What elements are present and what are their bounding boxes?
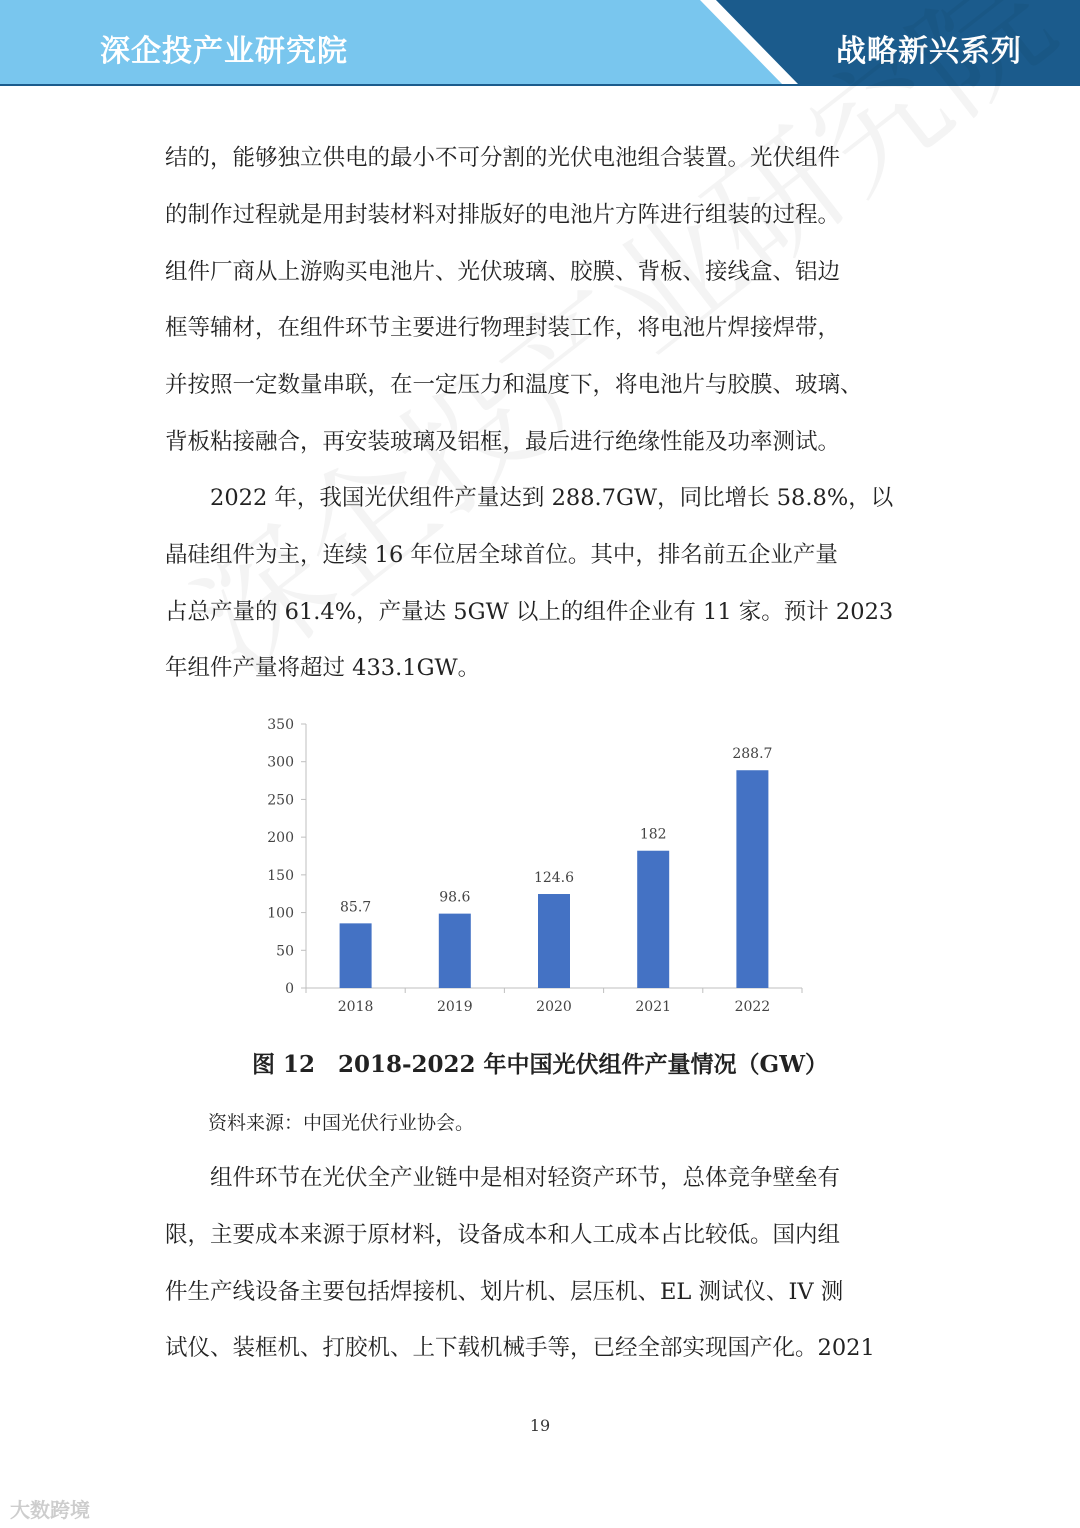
bar: [538, 894, 570, 988]
paragraph-line: 的制作过程就是用封装材料对排版好的电池片方阵进行组装的过程。: [165, 201, 841, 228]
x-tick-label: 2018: [337, 999, 374, 1015]
data-label: 98.6: [439, 889, 471, 906]
paragraph-line: 晶硅组件为主，连续 16 年位居全球首位。其中，排名前五企业产量: [165, 541, 838, 568]
y-tick-label: 100: [267, 905, 294, 922]
paragraph-2: [165, 470, 917, 697]
paragraph-line: 占总产量的 61.4%，产量达 5GW 以上的组件企业有 11 家。预计 2023: [165, 598, 894, 625]
figure-source: 资料来源：中国光伏行业协会。: [208, 1112, 475, 1134]
y-tick-label: 300: [267, 754, 294, 771]
paragraph-1: [165, 130, 917, 471]
x-tick-label: 2021: [635, 999, 672, 1015]
data-label: 85.7: [340, 899, 372, 916]
paragraph-line: 限，主要成本来源于原材料，设备成本和人工成本占比较低。国内组: [165, 1221, 841, 1248]
production-bar-chart: [250, 710, 830, 1030]
paragraph-line: 框等辅材，在组件环节主要进行物理封装工作，将电池片焊接焊带，: [165, 315, 841, 342]
y-tick-label: 350: [267, 717, 294, 733]
bar: [439, 914, 471, 988]
paragraph-line: 组件环节在光伏全产业链中是相对轻资产环节，总体竞争壁垒有: [165, 1165, 841, 1191]
x-tick-label: 2022: [734, 999, 771, 1015]
paragraph-line: 背板粘接融合，再安装玻璃及铝框，最后进行绝缘性能及功率测试。: [165, 428, 841, 455]
paragraph-line: 结的，能够独立供电的最小不可分割的光伏电池组合装置。光伏组件: [165, 145, 841, 171]
bar: [340, 923, 372, 988]
y-tick-label: 0: [285, 981, 294, 997]
figure-caption: 图 12 2018-2022 年中国光伏组件产量情况（GW）: [251, 1051, 829, 1078]
y-tick-label: 250: [267, 792, 294, 809]
bar: [736, 770, 768, 988]
paragraph-line: 年组件产量将超过 433.1GW。: [165, 655, 481, 682]
data-label: 182: [639, 826, 667, 843]
data-label: 288.7: [732, 746, 773, 763]
page-number: 19: [529, 1416, 551, 1435]
y-tick-label: 150: [267, 867, 294, 884]
paragraph-line: 组件厂商从上游购买电池片、光伏玻璃、胶膜、背板、接线盒、铝边: [165, 258, 841, 285]
page-header: [0, 0, 1080, 86]
x-tick-label: 2019: [436, 999, 473, 1015]
paragraph-line: 件生产线设备主要包括焊接机、划片机、层压机、EL 测试仪、IV 测: [165, 1278, 844, 1305]
paragraph-line: 试仪、装框机、打胶机、上下载机械手等，已经全部实现国产化。2021: [165, 1335, 875, 1362]
bar: [637, 851, 669, 988]
y-tick-label: 50: [276, 943, 294, 960]
paragraph-line: 并按照一定数量串联，在一定压力和温度下，将电池片与胶膜、玻璃、: [165, 372, 863, 399]
paragraph-3: [165, 1150, 917, 1377]
header-brand: 深企投产业研究院: [100, 34, 348, 69]
header-series: 战略新兴系列: [836, 34, 1022, 69]
x-tick-label: 2020: [536, 999, 572, 1015]
source-logo: 大数跨境: [10, 1498, 90, 1522]
y-tick-label: 200: [267, 830, 294, 847]
data-label: 124.6: [533, 870, 575, 887]
paragraph-line: 2022 年，我国光伏组件产量达到 288.7GW，同比增长 58.8%，以: [165, 485, 894, 511]
